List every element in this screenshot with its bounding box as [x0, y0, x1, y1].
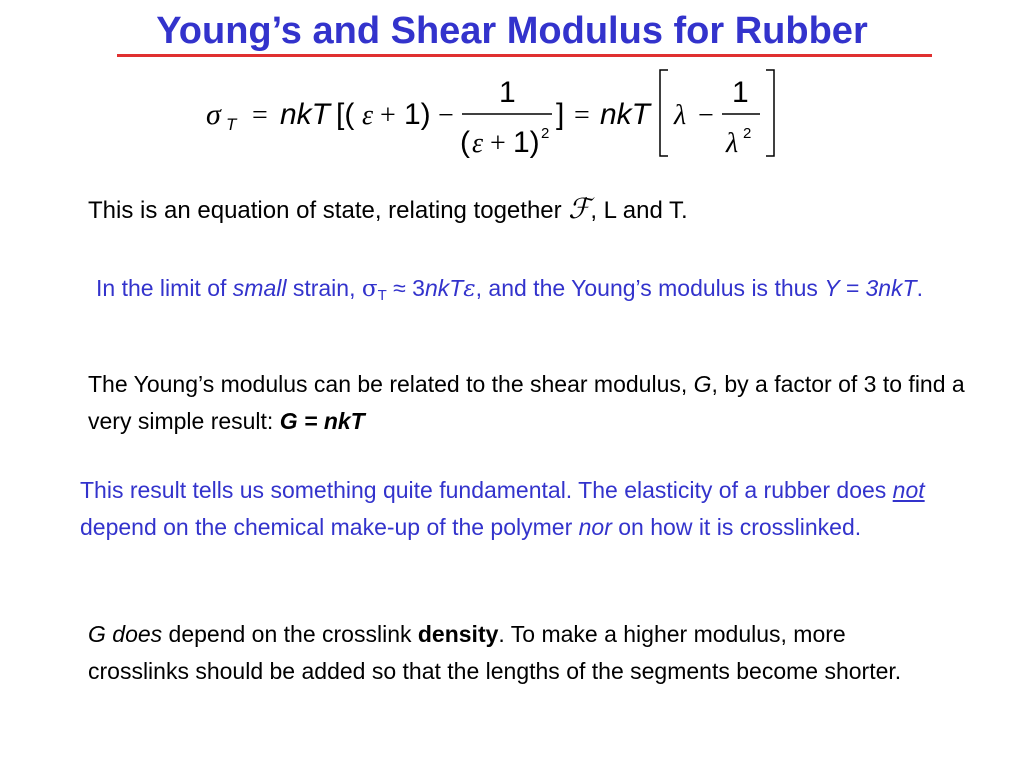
- eq-nkt-1: nkT: [280, 98, 331, 131]
- equation-graphic: [200, 64, 800, 164]
- p5-g-does: G does: [88, 621, 163, 647]
- p4-c: on how it is crosslinked.: [611, 514, 862, 540]
- small-strain-text: [96, 270, 966, 314]
- eq-plus-1: +: [380, 100, 396, 131]
- slide-title: Young’s and Shear Modulus for Rubber: [156, 10, 868, 52]
- eq-frac1-open-paren: (: [460, 126, 470, 159]
- equation-of-state-text: [88, 190, 948, 229]
- eq-lambda-1: λ: [674, 100, 687, 131]
- p2-sub-t: T: [377, 287, 387, 304]
- p3-result: G = nkT: [279, 408, 365, 434]
- force-symbol: ℱ: [568, 192, 591, 225]
- p2-epsilon: ε: [463, 276, 476, 302]
- title-underline: [117, 54, 932, 57]
- stress-equation: [200, 64, 800, 164]
- eq-epsilon-2: ε: [472, 128, 484, 159]
- p2-young-formula: Y = 3nkT: [824, 275, 917, 301]
- p2-c: , and the Young’s modulus is thus: [475, 275, 825, 301]
- eq-minus-2: −: [698, 100, 714, 131]
- p4-b: depend on the chemical make-up of the polymer: [80, 514, 579, 540]
- eq-one-a: 1): [404, 98, 431, 131]
- p5-density: density: [417, 621, 499, 647]
- p4-not: not: [892, 477, 925, 503]
- shear-modulus-text: [88, 366, 968, 440]
- eq-square-1: 2: [541, 125, 550, 142]
- p1-text-b: , L and T.: [590, 197, 688, 224]
- p2-approx: ≈ 3: [386, 275, 425, 301]
- p3-g: G: [693, 371, 712, 397]
- p2-nkt: nkT: [424, 275, 464, 301]
- eq-left-big-bracket: [660, 70, 668, 156]
- eq-frac1-numerator: 1: [499, 76, 516, 109]
- eq-sigma: σ: [206, 98, 221, 131]
- eq-close-bracket: ]: [556, 98, 565, 131]
- p2-d: .: [916, 275, 923, 301]
- p4-nor: nor: [578, 514, 612, 540]
- eq-epsilon-1: ε: [362, 100, 374, 131]
- crosslink-density-text: [88, 616, 948, 690]
- p4-a: This result tells us something quite fundamental. The elasticity of a rubber does: [80, 477, 893, 503]
- eq-plus-2: +: [490, 128, 506, 159]
- fundamental-result-text: [80, 472, 980, 546]
- p2-a: In the limit of: [96, 275, 233, 301]
- p2-sigma: σ: [361, 276, 378, 302]
- p2-small: small: [232, 275, 287, 301]
- p2-b: strain,: [286, 275, 362, 301]
- eq-lambda-2: λ: [726, 128, 739, 159]
- eq-minus-1: −: [438, 100, 454, 131]
- p3-a: The Young’s modulus can be related to the shear modulus,: [88, 371, 694, 397]
- eq-right-big-bracket: [766, 70, 774, 156]
- eq-sub-t: T: [226, 115, 237, 134]
- eq-frac2-numerator: 1: [732, 76, 749, 109]
- eq-nkt-2: nkT: [600, 98, 651, 131]
- p5-a: depend on the crosslink: [162, 621, 418, 647]
- eq-open-bracket: [(: [336, 98, 355, 131]
- eq-equals-1: =: [252, 100, 268, 131]
- p3-b: , by a factor of 3 to find a very simple result:: [88, 371, 965, 434]
- eq-one-b: 1): [513, 126, 540, 159]
- p5-b: . To make a higher modulus, more crosslinks should be added so that the lengths of the segments become shorter.: [88, 621, 902, 684]
- eq-square-2: 2: [743, 125, 752, 142]
- p1-text-a: This is an equation of state, relating together: [88, 197, 569, 224]
- eq-equals-2: =: [574, 100, 590, 131]
